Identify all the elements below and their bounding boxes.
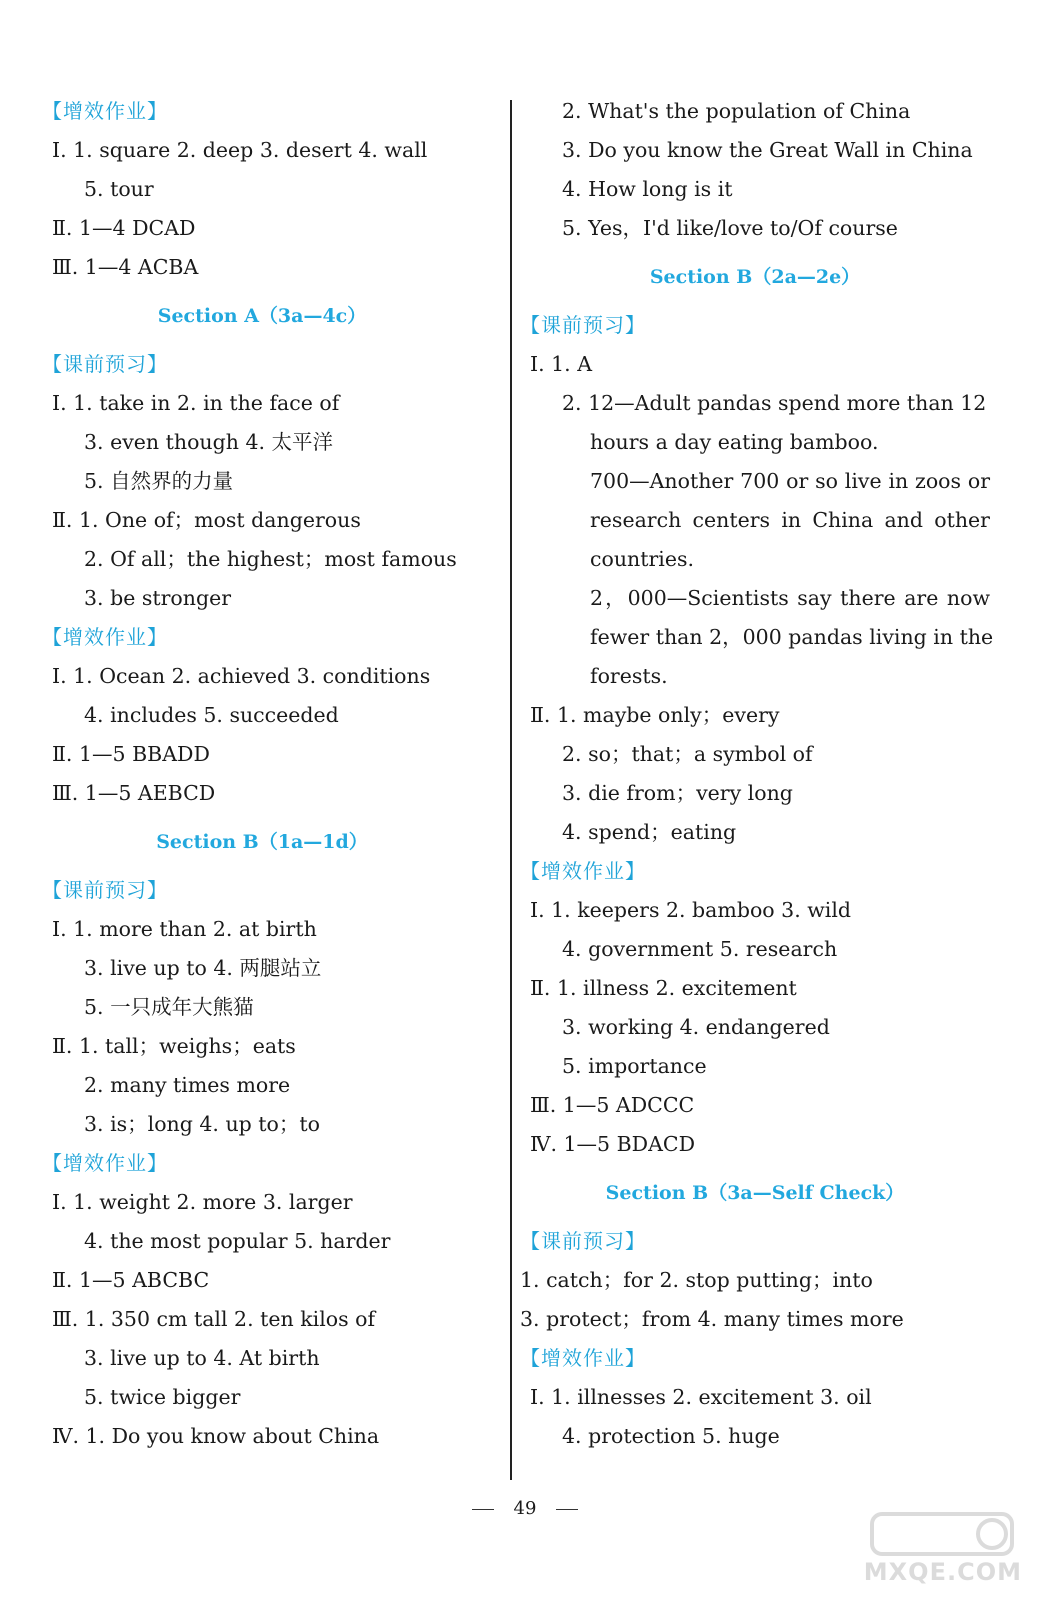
answer-line: 5. 自然界的力量	[84, 469, 234, 493]
answer-line: 3. even though 4. 太平洋	[84, 430, 334, 454]
answer-line: research centers in China and other	[590, 508, 990, 532]
answer-line: 3. working 4. endangered	[562, 1015, 830, 1039]
answer-line: Ⅰ. 1. square 2. deep 3. desert 4. wall	[52, 138, 428, 162]
right-column	[520, 92, 994, 1456]
section-tag: 【增效作业】	[520, 859, 646, 883]
answer-line: Ⅳ. 1. Do you know about China	[52, 1424, 380, 1448]
answer-line: 4. How long is it	[562, 177, 733, 201]
answer-line: 2. What's the population of China	[562, 99, 911, 123]
answer-line: 3. die from；very long	[562, 781, 793, 805]
answer-line: 4. includes 5. succeeded	[84, 703, 339, 727]
answer-line: countries.	[590, 547, 694, 571]
answer-line: Ⅱ. 1—4 DCAD	[52, 216, 196, 240]
answer-line: Ⅰ. 1. more than 2. at birth	[52, 917, 317, 941]
answer-line: 4. the most popular 5. harder	[84, 1229, 391, 1253]
answer-line: 1. catch；for 2. stop putting；into	[520, 1268, 873, 1292]
answer-line: 5. twice bigger	[84, 1385, 241, 1409]
answer-line: Ⅱ. 1. One of；most dangerous	[52, 508, 361, 532]
answer-line: Ⅱ. 1. maybe only；every	[530, 703, 780, 727]
section-heading: Section B（2a—2e）	[649, 266, 861, 288]
answer-line: Ⅰ. 1. take in 2. in the face of	[52, 391, 340, 415]
answer-line: Ⅱ. 1. illness 2. excitement	[530, 976, 797, 1000]
watermark-icon	[862, 1506, 1022, 1561]
answer-line: 3. be stronger	[84, 586, 232, 610]
answer-line: Ⅰ. 1. A	[530, 352, 593, 376]
answer-line: Ⅱ. 1. tall；weighs；eats	[52, 1034, 296, 1058]
section-tag: 【增效作业】	[520, 1346, 646, 1370]
footer-dash-left	[472, 1509, 494, 1510]
answer-line: Ⅲ. 1—5 AEBCD	[52, 781, 216, 805]
answer-line: hours a day eating bamboo.	[590, 430, 879, 454]
watermark-logo	[862, 1506, 1022, 1586]
answer-line: 3. Do you know the Great Wall in China	[562, 138, 973, 162]
answer-line: 4. protection 5. huge	[562, 1424, 780, 1448]
answer-line: Ⅰ. 1. illnesses 2. excitement 3. oil	[530, 1385, 872, 1409]
section-heading: Section A（3a—4c）	[157, 305, 367, 327]
answer-line: 2. so；that；a symbol of	[562, 742, 813, 766]
answer-line: Ⅰ. 1. keepers 2. bamboo 3. wild	[530, 898, 852, 922]
section-tag: 【增效作业】	[42, 625, 168, 649]
answer-line: Ⅲ. 1—4 ACBA	[52, 255, 199, 279]
section-tag: 【增效作业】	[42, 99, 168, 123]
answer-line: 3. live up to 4. 两腿站立	[84, 956, 322, 980]
section-heading: Section B（1a—1d）	[156, 831, 368, 853]
watermark-text: MXQE.COM	[863, 1558, 1022, 1586]
answer-line: 2，000—Scientists say there are now	[590, 586, 990, 610]
page-number: 49	[513, 1498, 537, 1519]
answer-line: Ⅱ. 1—5 BBADD	[52, 742, 210, 766]
left-column	[42, 92, 482, 1456]
answer-line: Ⅰ. 1. weight 2. more 3. larger	[52, 1190, 353, 1214]
footer-dash-right	[556, 1509, 578, 1510]
answer-line: 2. Of all；the highest；most famous	[84, 547, 457, 571]
answer-line: 4. spend；eating	[562, 820, 737, 844]
answer-line: Ⅲ. 1—5 ADCCC	[530, 1093, 695, 1117]
section-tag: 【课前预习】	[42, 352, 168, 376]
answer-line: 2. many times more	[84, 1073, 291, 1097]
answer-line: 5. Yes，I'd like/love to/Of course	[562, 216, 898, 240]
answer-line: forests.	[590, 664, 668, 688]
answer-line: 3. is；long 4. up to；to	[84, 1112, 320, 1136]
answer-line: 2. 12—Adult pandas spend more than 12	[562, 391, 987, 415]
answer-line: 5. tour	[84, 177, 154, 201]
answer-line: 700—Another 700 or so live in zoos or	[590, 469, 990, 493]
section-tag: 【课前预习】	[520, 313, 646, 337]
answer-line: 4. government 5. research	[562, 937, 838, 961]
column-divider	[510, 100, 512, 1480]
answer-line: Ⅲ. 1. 350 cm tall 2. ten kilos of	[52, 1307, 376, 1331]
answer-line: 3. live up to 4. At birth	[84, 1346, 320, 1370]
answer-line: Ⅱ. 1—5 ABCBC	[52, 1268, 210, 1292]
answer-line: Ⅰ. 1. Ocean 2. achieved 3. conditions	[52, 664, 431, 688]
section-heading: Section B（3a—Self Check）	[605, 1182, 905, 1204]
section-tag: 【增效作业】	[42, 1151, 168, 1175]
answer-line: 5. importance	[562, 1054, 707, 1078]
section-tag: 【课前预习】	[520, 1229, 646, 1253]
answer-line: 5. 一只成年大熊猫	[84, 995, 254, 1019]
answer-line: fewer than 2，000 pandas living in the	[590, 625, 994, 649]
answer-line: Ⅳ. 1—5 BDACD	[530, 1132, 696, 1156]
answer-line: 3. protect；from 4. many times more	[520, 1307, 904, 1331]
section-tag: 【课前预习】	[42, 878, 168, 902]
